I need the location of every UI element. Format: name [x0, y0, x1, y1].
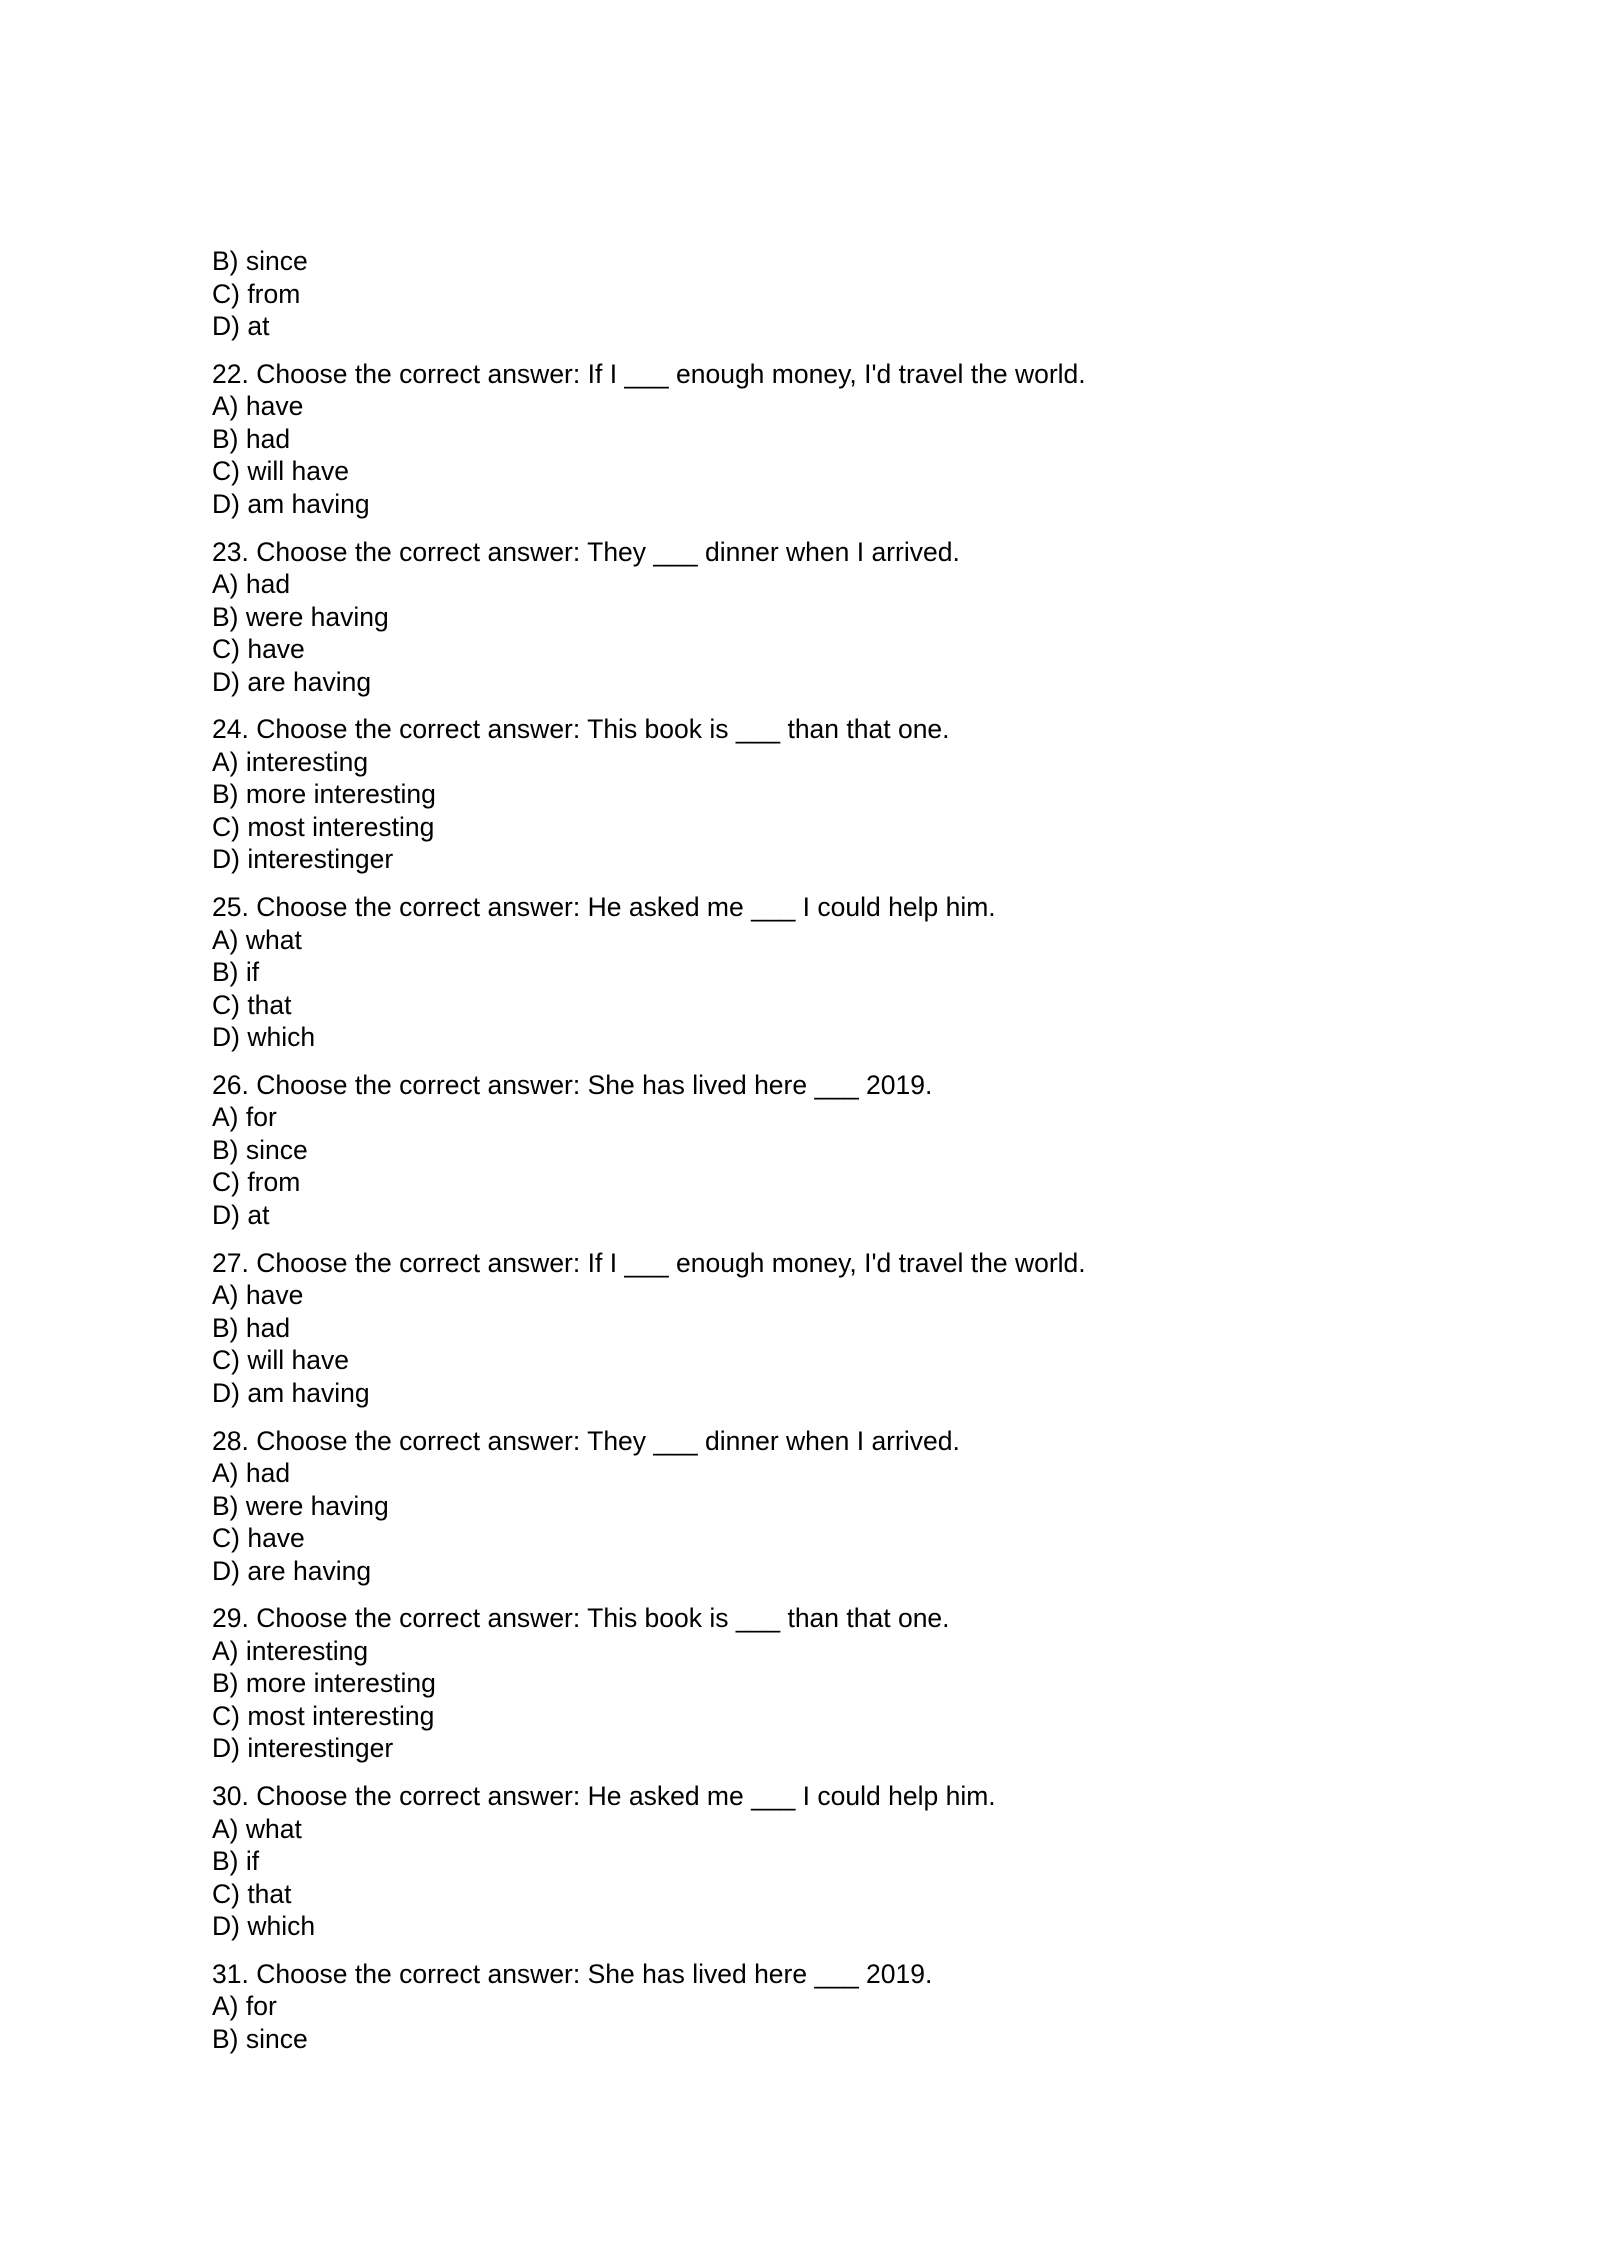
answer-option: A) for [212, 1991, 277, 2022]
answer-option: D) at [212, 1199, 270, 1230]
answer-option: A) have [212, 391, 304, 422]
answer-option: A) have [212, 1280, 304, 1311]
question-prompt: 22. Choose the correct answer: If I ___ enough money, I'd travel the world. [212, 358, 1086, 389]
answer-option: D) are having [212, 1555, 372, 1586]
answer-option: C) have [212, 1523, 305, 1554]
answer-option: B) since [212, 246, 308, 276]
answer-option: C) will have [212, 1345, 349, 1376]
question-block [212, 1602, 1512, 1765]
answer-option: B) were having [212, 601, 389, 632]
answer-option: D) interestinger [212, 1733, 394, 1764]
question-prompt: 31. Choose the correct answer: She has lived here ___ 2019. [212, 1958, 933, 1989]
question-list [212, 245, 1512, 2055]
question-block [212, 713, 1512, 876]
question-block [212, 1247, 1512, 1410]
question-block [212, 891, 1512, 1054]
answer-option: D) which [212, 1911, 316, 1942]
answer-option: B) since [212, 2023, 308, 2054]
answer-option: C) that [212, 1878, 292, 1909]
answer-option: A) interesting [212, 1635, 369, 1666]
answer-option: A) what [212, 924, 302, 955]
answer-option: C) from [212, 278, 301, 309]
question-prompt: 29. Choose the correct answer: This book is ___ than that one. [212, 1603, 950, 1634]
question-prompt: 26. Choose the correct answer: She has lived here ___ 2019. [212, 1069, 933, 1100]
answer-option: C) that [212, 989, 292, 1020]
question-prompt: 28. Choose the correct answer: They ___ dinner when I arrived. [212, 1425, 960, 1456]
answer-option: B) more interesting [212, 1668, 436, 1699]
answer-option: D) interestinger [212, 844, 394, 875]
answer-option: C) have [212, 634, 305, 665]
answer-option: C) will have [212, 456, 349, 487]
answer-option: B) more interesting [212, 779, 436, 810]
answer-option: B) if [212, 1846, 260, 1877]
answer-option: A) had [212, 1458, 291, 1489]
answer-option: C) most interesting [212, 1700, 435, 1731]
question-block [212, 1425, 1512, 1588]
answer-option: D) at [212, 311, 270, 341]
answer-option: B) if [212, 957, 260, 988]
question-block [212, 1958, 1512, 2056]
answer-option: C) from [212, 1167, 301, 1198]
answer-option: A) interesting [212, 746, 369, 777]
answer-option: B) had [212, 1312, 291, 1343]
answer-option: D) which [212, 1022, 316, 1053]
question-prompt: 23. Choose the correct answer: They ___ dinner when I arrived. [212, 536, 960, 567]
answer-option: B) had [212, 423, 291, 454]
question-prompt: 25. Choose the correct answer: He asked me ___ I could help him. [212, 892, 996, 923]
answer-option: B) since [212, 1134, 308, 1165]
question-prompt: 30. Choose the correct answer: He asked me ___ I could help him. [212, 1781, 996, 1812]
answer-option: D) am having [212, 488, 370, 519]
question-prompt: 27. Choose the correct answer: If I ___ enough money, I'd travel the world. [212, 1247, 1086, 1278]
question-block [212, 1780, 1512, 1943]
continued-question-options [212, 245, 1512, 343]
answer-option: C) most interesting [212, 811, 435, 842]
answer-option: A) for [212, 1102, 277, 1133]
question-block [212, 358, 1512, 521]
answer-option: A) had [212, 569, 291, 600]
answer-option: A) what [212, 1813, 302, 1844]
question-prompt: 24. Choose the correct answer: This book is ___ than that one. [212, 714, 950, 745]
question-block [212, 1069, 1512, 1232]
answer-option: B) were having [212, 1490, 389, 1521]
answer-option: D) am having [212, 1377, 370, 1408]
question-block [212, 536, 1512, 699]
answer-option: D) are having [212, 666, 372, 697]
